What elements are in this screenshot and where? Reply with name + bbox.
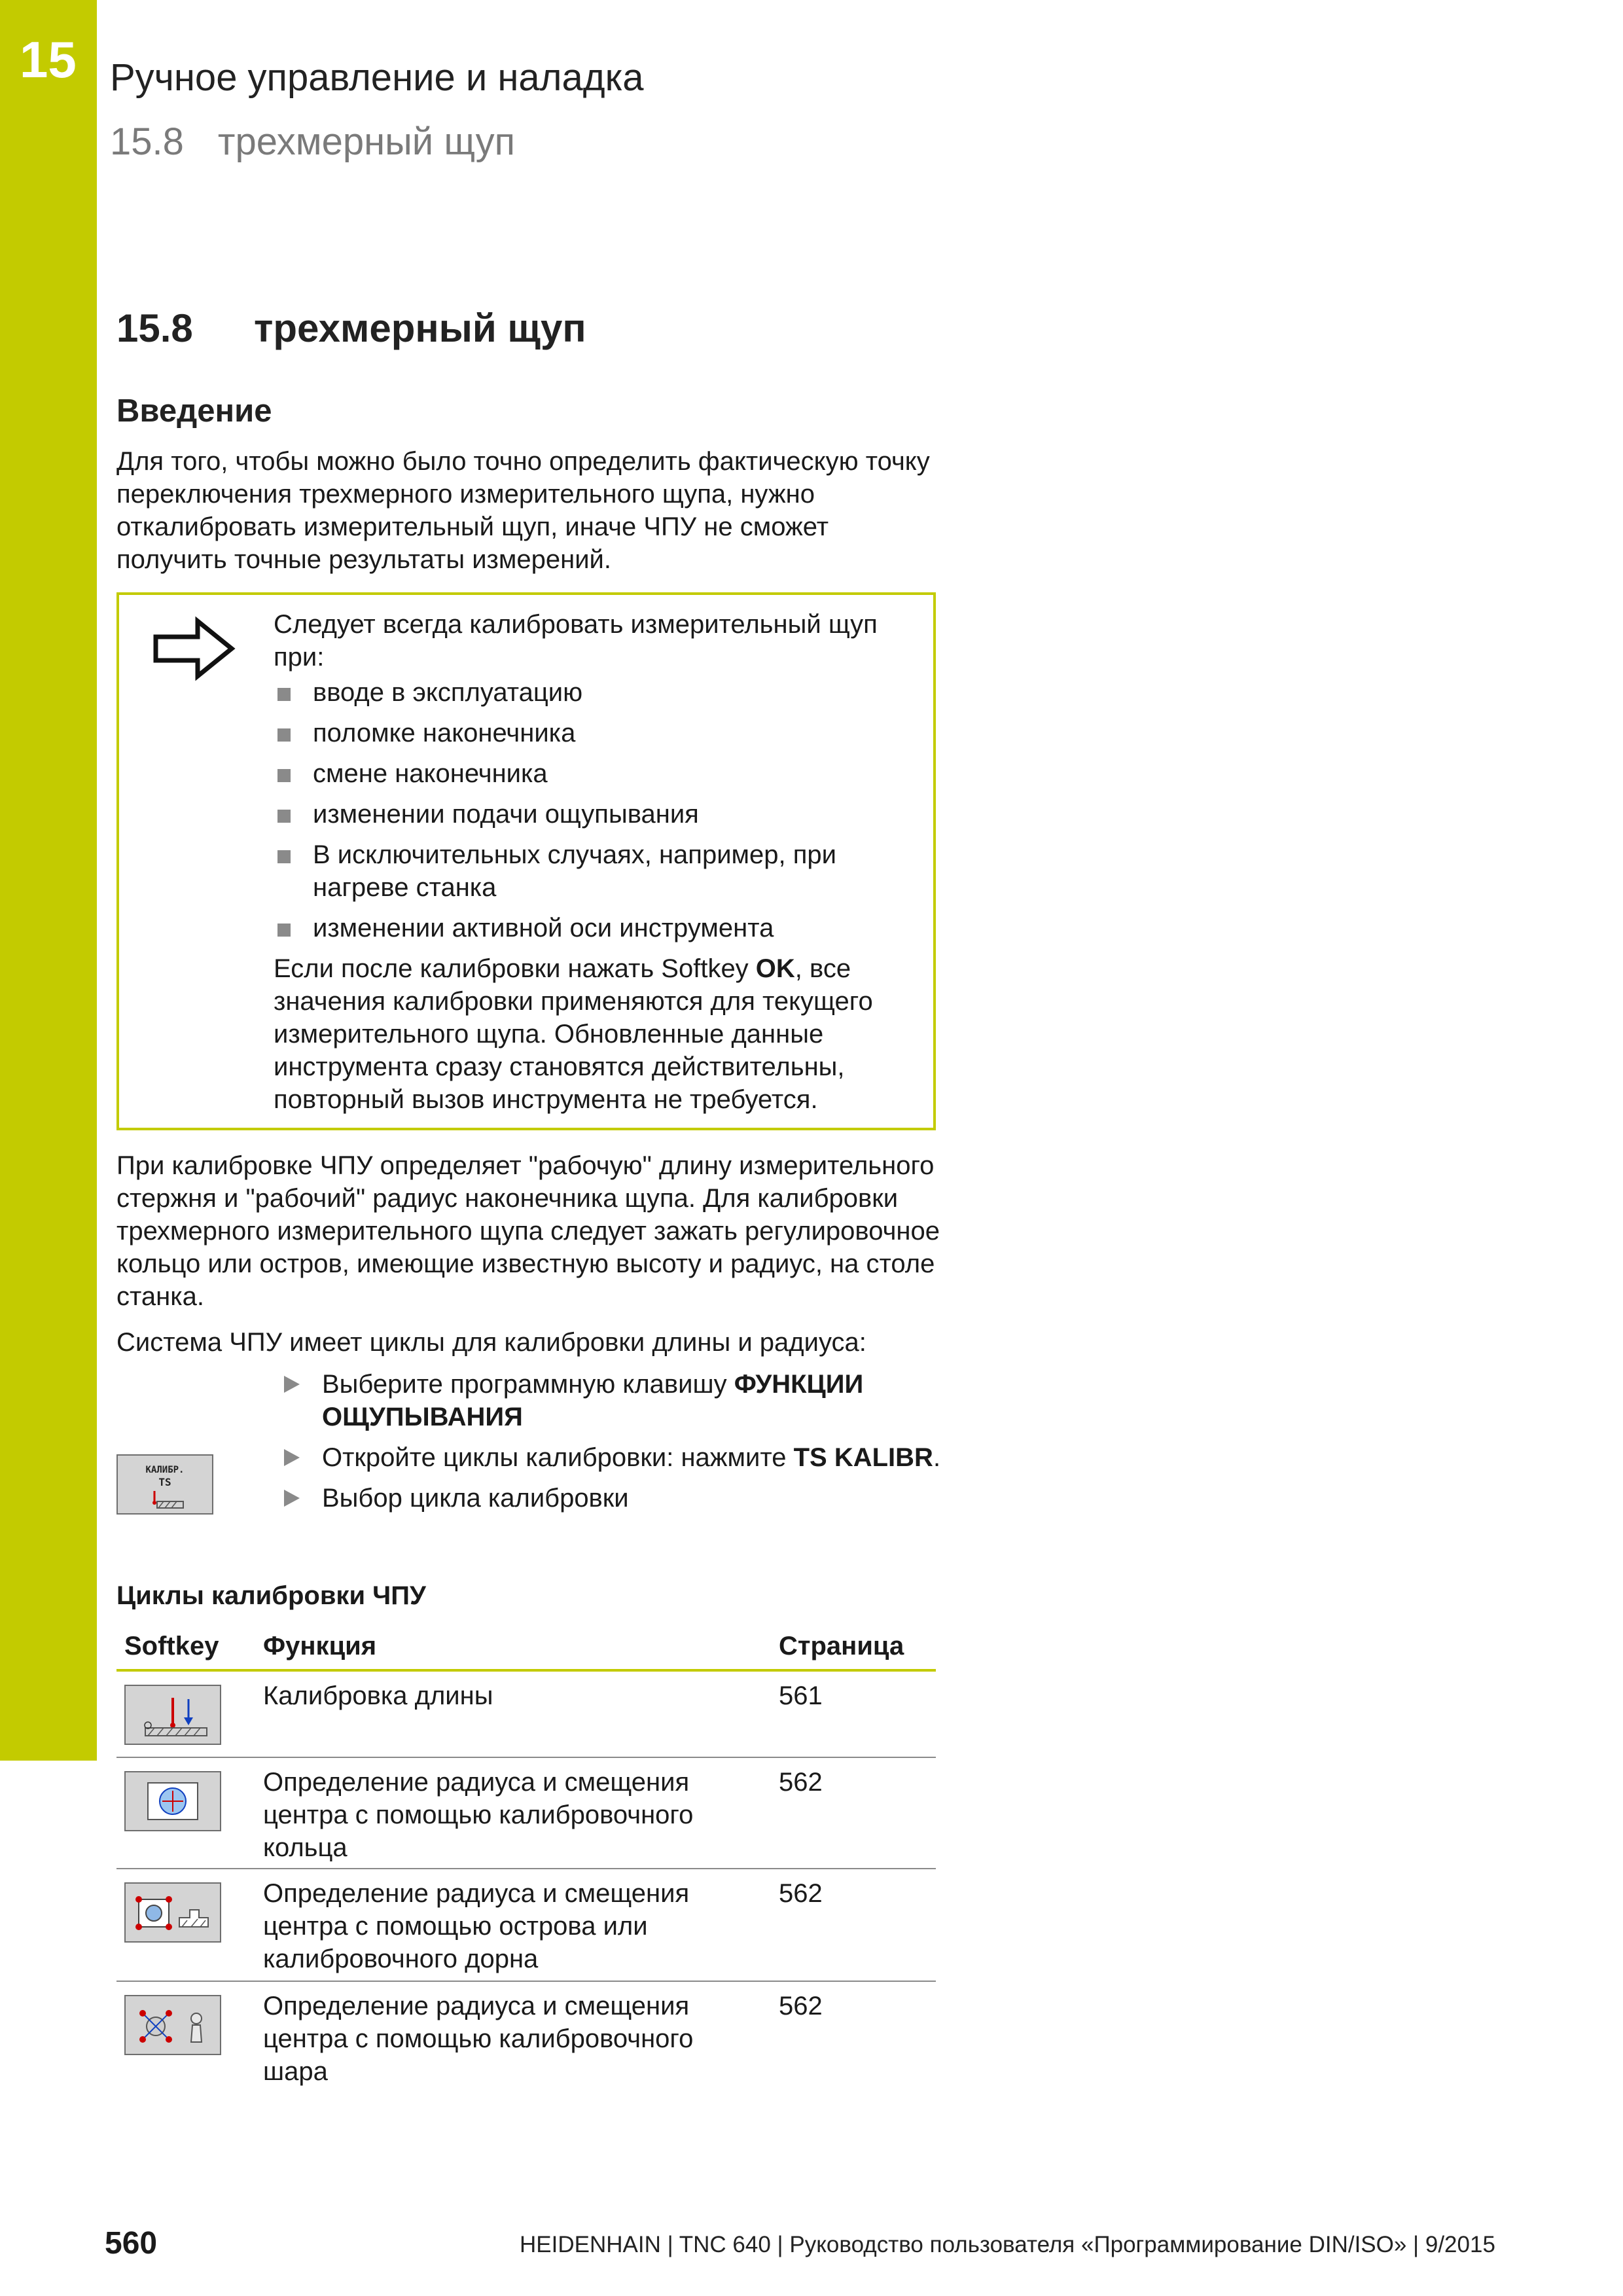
row-page: 562 — [779, 1768, 823, 1797]
ring-calibration-icon — [126, 1772, 220, 1830]
intro-paragraph: Для того, чтобы можно было точно определить фактическую точку переключения трехмерного измерительного щупа, нужно откалибровать измерительный щуп, иначе ЧПУ не сможет получить точные результаты измерений. — [116, 447, 930, 574]
section-number: 15.8 — [116, 306, 193, 350]
row-function: Определение радиуса и смещения центра с помощью калибровочного кольца — [263, 1768, 694, 1862]
step-item: Выбор цикла калибровки — [280, 1482, 948, 1515]
ring-calibration-softkey[interactable] — [124, 1771, 221, 1831]
note-item: смене наконечника — [274, 757, 921, 790]
section-title — [116, 306, 586, 350]
stud-calibration-softkey[interactable] — [124, 1882, 221, 1943]
softkey-name-term: ФУНКЦИИ ОЩУПЫВАНИЯ — [322, 1370, 864, 1431]
step-text: Выберите программную клавишу — [322, 1370, 734, 1399]
header-function: Функция — [263, 1632, 377, 1660]
row-page: 562 — [779, 1992, 823, 2020]
row-page: 562 — [779, 1879, 823, 1908]
note-body — [274, 608, 921, 1116]
table-row — [116, 1869, 936, 1982]
cycles-paragraph: Система ЧПУ имеет циклы для калибровки длины и радиуса: — [116, 1328, 866, 1357]
length-calibration-icon — [126, 1686, 220, 1744]
ts-kalibr-softkey[interactable] — [116, 1454, 213, 1515]
row-function: Определение радиуса и смещения центра с помощью острова или калибровочного дорна — [263, 1879, 690, 1973]
note-after-pre: Если после калибровки нажать Softkey — [274, 954, 756, 983]
calibration-paragraph: При калибровке ЧПУ определяет "рабочую" длину измерительного стержня и "рабочий" радиус наконечника щупа. Для калибровки трехмерного измерительного щупа следует зажать регулировочное кольцо или остров, имеющие известную высоту и радиус, на столе станка. — [116, 1151, 940, 1311]
row-page: 561 — [779, 1681, 823, 1710]
softkey-label-line1: КАЛИБР. — [145, 1465, 185, 1475]
table-header — [116, 1630, 936, 1672]
softkey-label-line2: TS — [158, 1476, 171, 1488]
note-item: изменении подачи ощупывания — [274, 798, 921, 831]
header-page: Страница — [779, 1632, 904, 1660]
sphere-calibration-icon — [126, 1996, 220, 2054]
page-number: 560 — [105, 2226, 158, 2261]
table-row — [116, 1982, 936, 2093]
intro-heading: Введение — [116, 393, 272, 429]
table-row — [116, 1758, 936, 1869]
section-name: трехмерный щуп — [254, 306, 586, 350]
sphere-calibration-softkey[interactable] — [124, 1995, 221, 2055]
running-chapter-title: Ручное управление и наладка — [110, 56, 644, 99]
note-item: изменении активной оси инструмента — [274, 912, 921, 944]
row-function: Определение радиуса и смещения центра с помощью калибровочного шара — [263, 1992, 694, 2086]
softkey-ok-term: OK — [755, 954, 795, 983]
step-text-end: . — [933, 1443, 941, 1472]
running-section-number: 15.8 — [110, 120, 184, 163]
note-after — [274, 952, 921, 1116]
table-title: Циклы калибровки ЧПУ — [116, 1581, 426, 1610]
step-item — [280, 1441, 948, 1474]
step-text: Откройте циклы калибровки: нажмите — [322, 1443, 794, 1472]
footer-text: HEIDENHAIN | TNC 640 | Руководство пользователя «Программирование DIN/ISO» | 9/2015 — [520, 2232, 1495, 2257]
note-item: вводе в эксплуатацию — [274, 676, 921, 709]
note-item: В исключительных случаях, например, при нагреве станка — [274, 838, 921, 904]
chapter-number: 15 — [20, 31, 77, 88]
ts-kalibr-softkey-icon — [118, 1456, 212, 1513]
step-item — [280, 1368, 948, 1433]
running-section-name: трехмерный щуп — [217, 120, 516, 163]
note-list — [274, 676, 921, 944]
note-box — [116, 592, 936, 1130]
note-intro: Следует всегда калибровать измерительный щуп при: — [274, 610, 878, 672]
length-calibration-softkey[interactable] — [124, 1685, 221, 1745]
calibration-table — [116, 1630, 936, 2093]
note-item: поломке наконечника — [274, 717, 921, 749]
table-row — [116, 1672, 936, 1758]
header-softkey: Softkey — [124, 1632, 219, 1660]
row-function: Калибровка длины — [263, 1681, 493, 1710]
softkey-name-term: TS KALIBR — [793, 1443, 933, 1472]
note-after-post: , все значения калибровки применяются для текущего измерительного щупа. Обновленные данные инструмента сразу становятся действительны, повторный вызов инструмента не требуется. — [274, 954, 873, 1114]
stud-calibration-icon — [126, 1884, 220, 1941]
chapter-sidebar — [0, 0, 97, 1761]
running-section-title — [110, 120, 516, 163]
arrow-right-icon — [152, 616, 237, 681]
step-list — [280, 1368, 948, 1522]
